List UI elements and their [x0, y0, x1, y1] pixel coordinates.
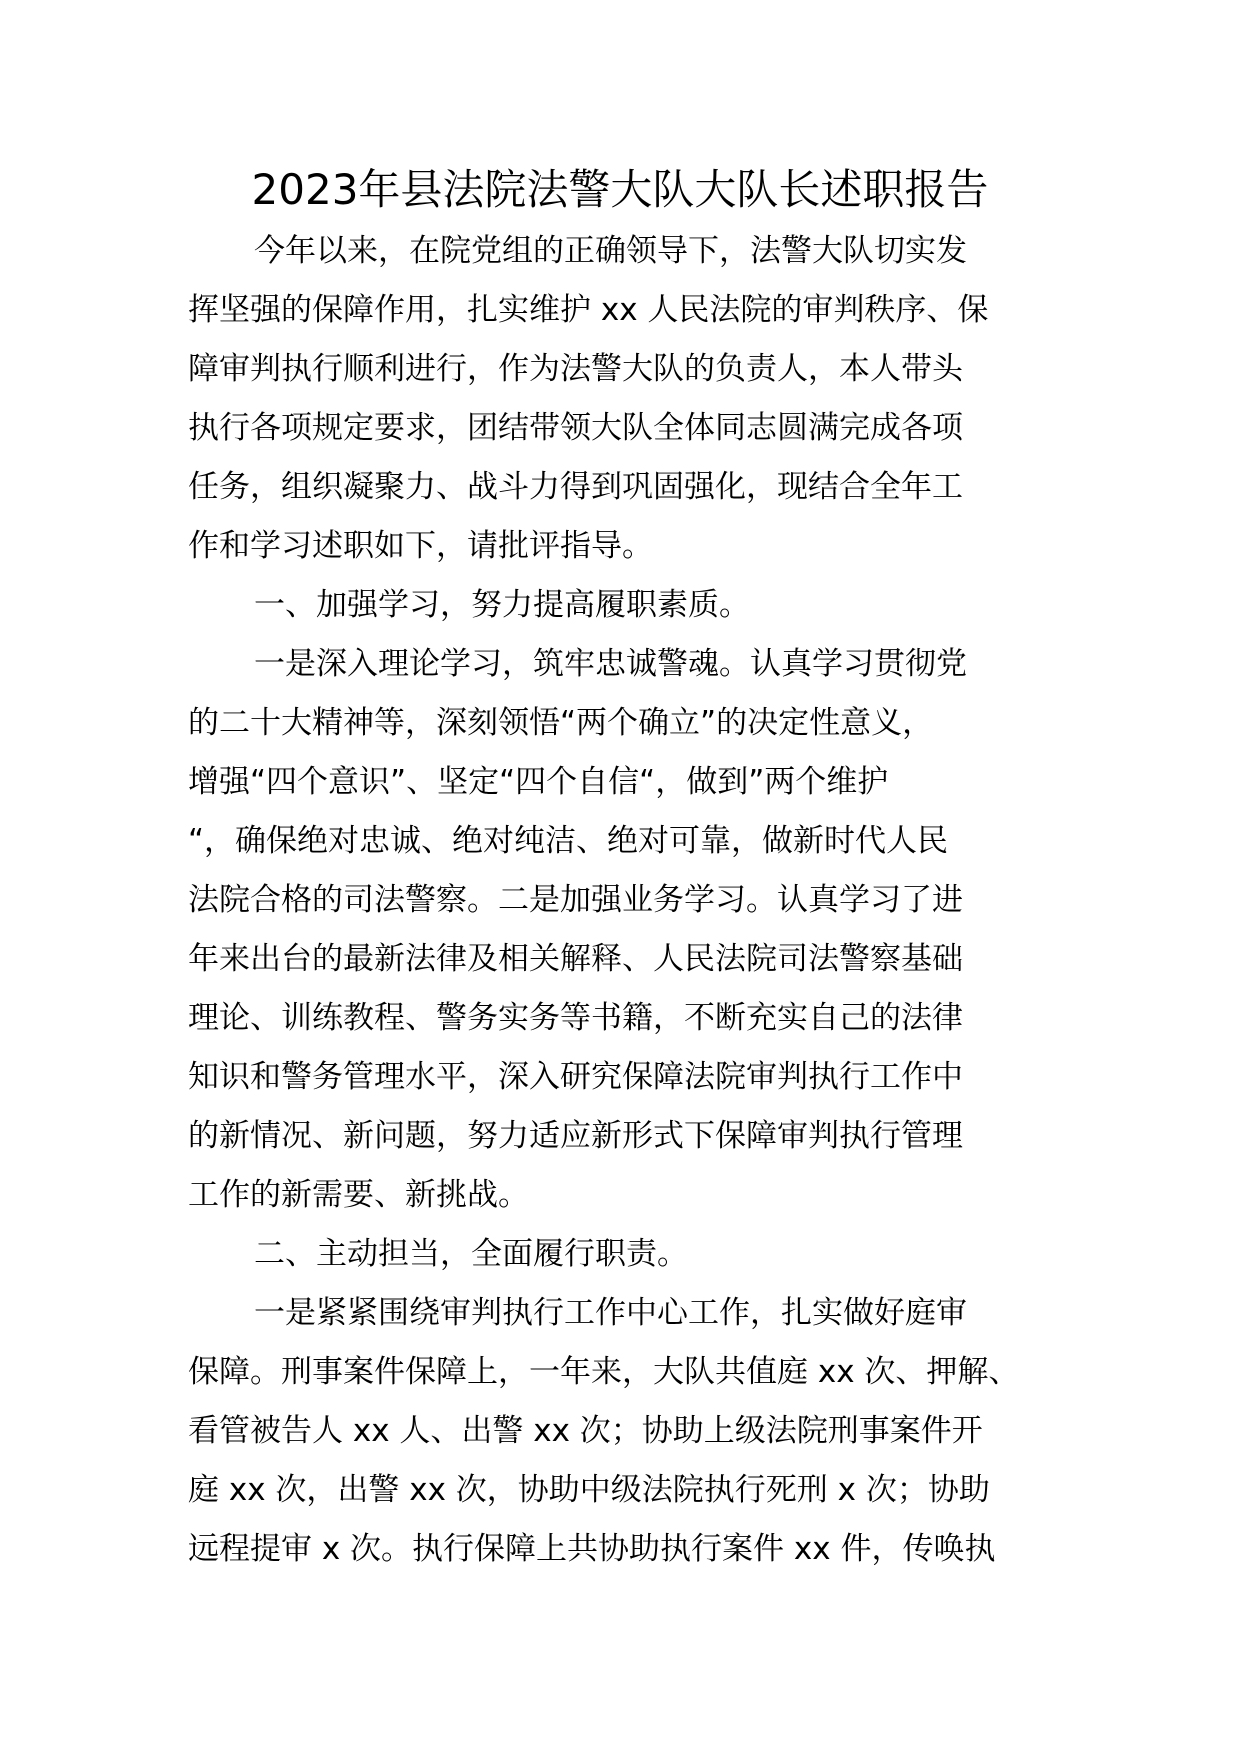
body-line: 保障。刑事案件保障上，一年来，大队共值庭 xx 次、押解、 — [188, 1354, 1020, 1390]
body-line: 知识和警务管理水平，深入研究保障法院审判执行工作中 — [188, 1059, 963, 1095]
body-line: 执行各项规定要求，团结带领大队全体同志圆满完成各项 — [188, 410, 963, 446]
body-line: 工作的新需要、新挑战。 — [188, 1177, 529, 1213]
body-line: 远程提审 x 次。执行保障上共协助执行案件 xx 件，传唤执 — [188, 1531, 996, 1567]
body-line: “，确保绝对忠诚、绝对纯洁、绝对可靠，做新时代人民 — [188, 823, 949, 859]
body-line: 年来出台的最新法律及相关解释、人民法院司法警察基础 — [188, 941, 963, 977]
body-line: 挥坚强的保障作用，扎实维护 xx 人民法院的审判秩序、保 — [188, 292, 989, 328]
body-line: 看管被告人 xx 人、出警 xx 次；协助上级法院刑事案件开 — [188, 1413, 983, 1449]
body-line: 理论、训练教程、警务实务等书籍，不断充实自己的法律 — [188, 1000, 963, 1036]
body-line: 一是深入理论学习，筑牢忠诚警魂。认真学习贯彻党 — [254, 646, 967, 682]
body-line: 的新情况、新问题，努力适应新形式下保障审判执行管理 — [188, 1118, 963, 1154]
body-line: 障审判执行顺利进行，作为法警大队的负责人，本人带头 — [188, 351, 963, 387]
body-line: 增强“四个意识”、坚定“四个自信“，做到”两个维护 — [188, 764, 889, 800]
section-heading: 二、主动担当，全面履行职责。 — [254, 1236, 688, 1272]
body-line: 的二十大精神等，深刻领悟“两个确立”的决定性意义， — [188, 705, 934, 741]
body-line: 法院合格的司法警察。二是加强业务学习。认真学习了进 — [188, 882, 963, 918]
body-line: 庭 xx 次，出警 xx 次，协助中级法院执行死刑 x 次；协助 — [188, 1472, 990, 1508]
section-heading: 一、加强学习，努力提高履职素质。 — [254, 587, 750, 623]
body-line: 任务，组织凝聚力、战斗力得到巩固强化，现结合全年工 — [188, 469, 963, 505]
body-line: 今年以来，在院党组的正确领导下，法警大队切实发 — [254, 233, 967, 269]
document-body — [188, 222, 1068, 1579]
body-line: 作和学习述职如下，请批评指导。 — [188, 528, 653, 564]
document-title: 2023年县法院法警大队大队长述职报告 — [251, 165, 989, 214]
body-line: 一是紧紧围绕审判执行工作中心工作，扎实做好庭审 — [254, 1295, 967, 1331]
